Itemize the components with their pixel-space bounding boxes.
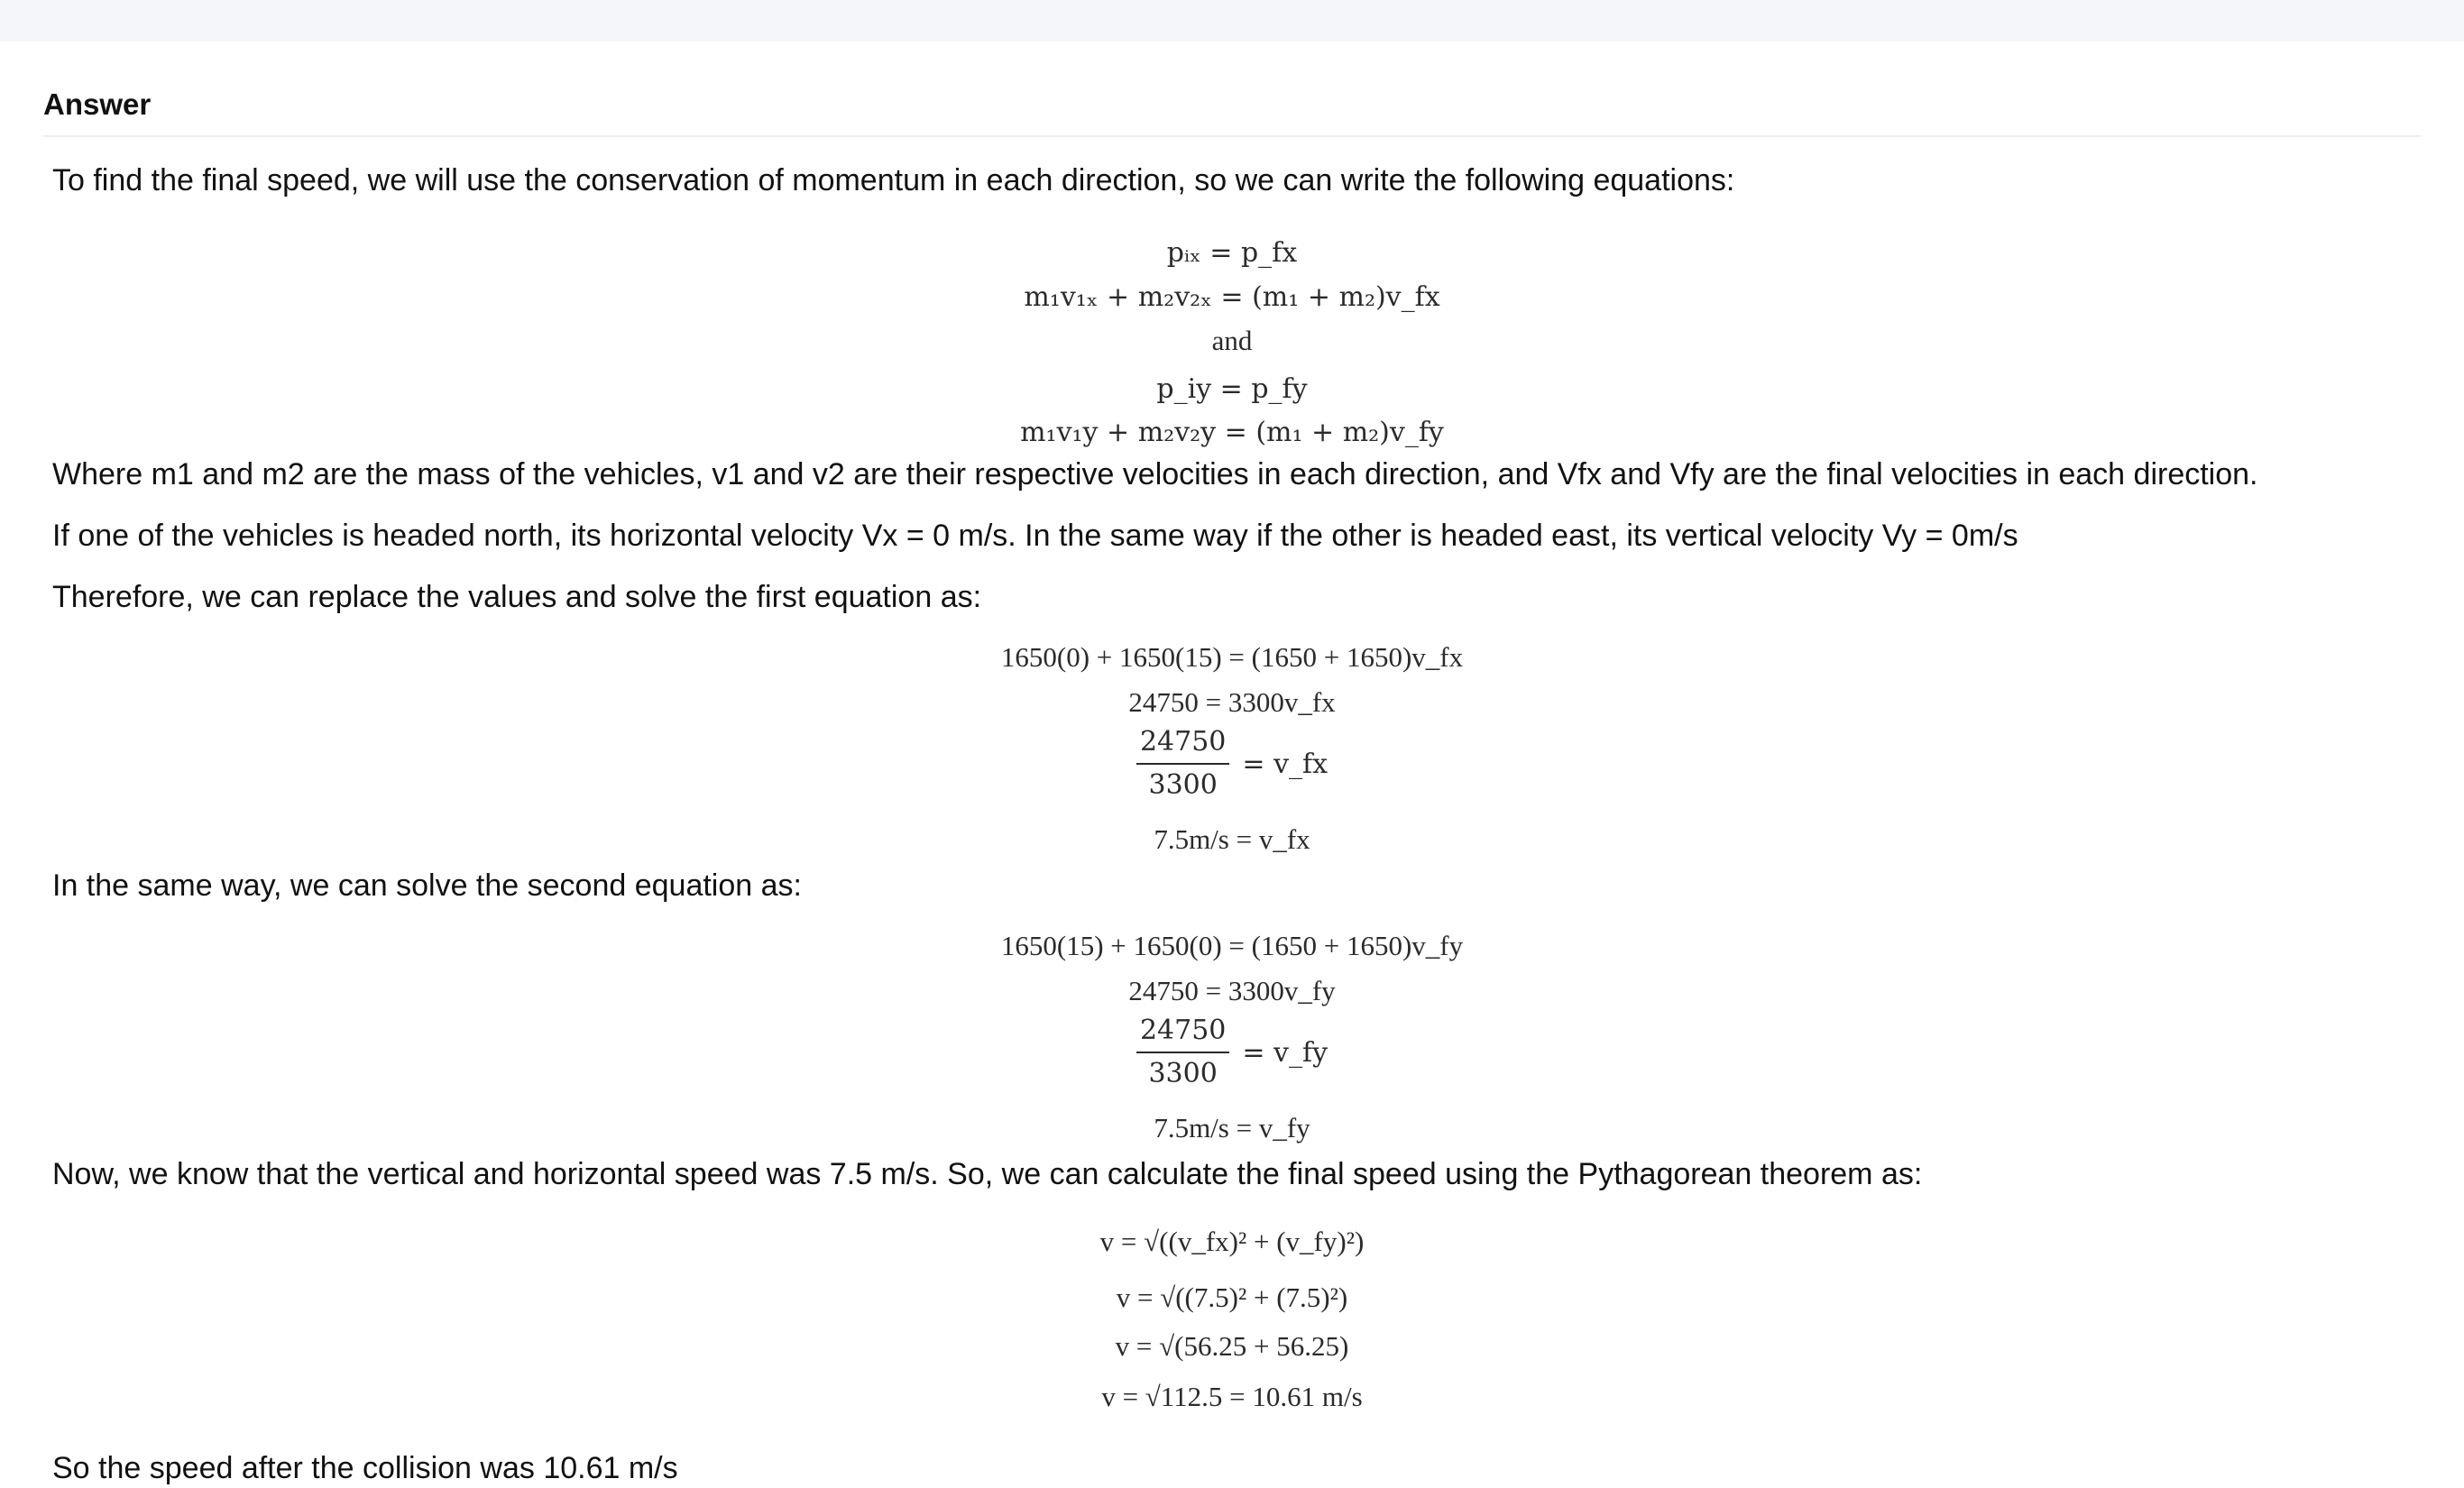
answer-heading: Answer xyxy=(43,87,152,121)
equation-pythagoras-summed: v = √(56.25 + 56.25) xyxy=(1115,1330,1349,1362)
equation-y-result: 7.5m/s = v_fy xyxy=(1154,1112,1310,1144)
intro-paragraph: To find the final speed, we will use the conservation of momentum in each direction, so we can write the following equations: xyxy=(52,163,1735,197)
top-bar xyxy=(0,0,2464,41)
fraction xyxy=(1136,1014,1229,1091)
fraction-denominator: 3300 xyxy=(1148,769,1218,801)
same-way-paragraph: In the same way, we can solve the second equation as: xyxy=(52,868,802,903)
fraction-numerator: 24750 xyxy=(1136,1014,1229,1053)
where-paragraph: Where m1 and m2 are the mass of the vehicles, v1 and v2 are their respective velocities in each direction, and Vfx and Vfy are the final velocities in each direction. xyxy=(52,457,2258,491)
fraction-denominator: 3300 xyxy=(1148,1058,1218,1089)
equation-y-substitution: 1650(15) + 1650(0) = (1650 + 1650)v_fy xyxy=(1000,930,1464,961)
equation-pythagoras-substituted: v = √((7.5)² + (7.5)²) xyxy=(1116,1281,1348,1313)
therefore-paragraph: Therefore, we can replace the values and solve the first equation as: xyxy=(52,580,982,614)
equation-x-substitution: 1650(0) + 1650(15) = (1650 + 1650)v_fx xyxy=(1000,641,1464,673)
equation-y-fraction xyxy=(0,1014,2464,1091)
conclusion-paragraph: So the speed after the collision was 10.61 m/s xyxy=(52,1451,678,1485)
equation-momentum-y-short: p_iy = p_fy xyxy=(1156,373,1308,405)
fraction xyxy=(1136,725,1229,803)
fraction-numerator: 24750 xyxy=(1136,725,1229,765)
fraction-rhs: = v_fy xyxy=(1242,1036,1329,1069)
equation-y-simplified: 24750 = 3300v_fy xyxy=(1128,975,1336,1006)
equation-x-result: 7.5m/s = v_fx xyxy=(1154,823,1310,855)
headed-paragraph: If one of the vehicles is headed north, its horizontal velocity Vx = 0 m/s. In the same way if the other is headed east, its vertical velocity Vy = 0m/s xyxy=(52,519,2018,553)
equation-pythagoras-symbolic: v = √((v_fx)² + (v_fy)²) xyxy=(1099,1226,1365,1257)
equation-pythagoras-result: v = √112.5 = 10.61 m/s xyxy=(1101,1381,1363,1412)
equation-x-fraction xyxy=(0,725,2464,803)
fraction-rhs: = v_fx xyxy=(1242,748,1329,780)
equation-x-simplified: 24750 = 3300v_fx xyxy=(1128,686,1336,718)
equation-momentum-y-full: m₁v₁y + m₂v₂y = (m₁ + m₂)v_fy xyxy=(1020,417,1444,448)
equation-momentum-x-full: m₁v₁ₓ + m₂v₂ₓ = (m₁ + m₂)v_fx xyxy=(1024,281,1440,313)
now-paragraph: Now, we know that the vertical and horizontal speed was 7.5 m/s. So, we can calculate the final speed using the Pythagorean theorem as: xyxy=(52,1157,1923,1191)
equation-and-text: and xyxy=(1211,325,1253,356)
heading-divider xyxy=(43,135,2421,137)
answer-panel xyxy=(0,41,2464,1465)
equation-momentum-x-short: pᵢₓ = p_fx xyxy=(1166,237,1298,269)
